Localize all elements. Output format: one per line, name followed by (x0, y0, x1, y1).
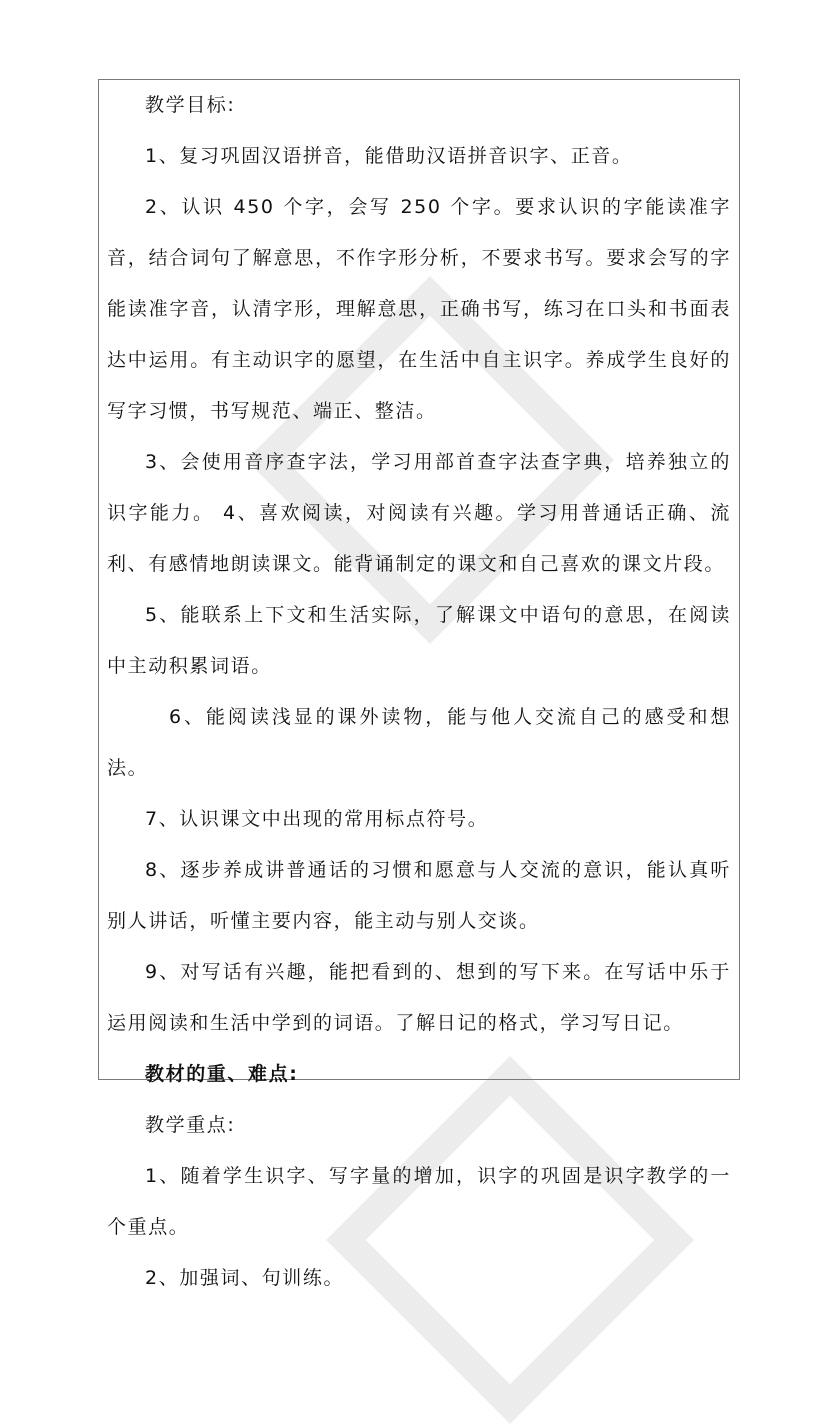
document-content (107, 80, 731, 1304)
goal-item-5: 5、能联系上下文和生活实际，了解课文中语句的意思，在阅读中主动积累词语。 (107, 604, 731, 677)
goal-item-2: 2、认识 450 个字，会写 250 个字。要求认识的字能读准字音，结合词句了解意思，不作字形分析，不要求书写。要求会写的字能读准字音，认清字形，理解意思，正确书写，练习在口头和书面表达中运用。有主动识字的愿望，在生活中自主识字。养成学生良好的写字习惯，书写规范、端正、整洁。 (107, 196, 731, 422)
heading-key-difficult-points: 教材的重、难点: (145, 1063, 299, 1085)
goal-item-9: 9、对写话有兴趣，能把看到的、想到的写下来。在写话中乐于运用阅读和生活中学到的词语。了解日记的格式，学习写日记。 (107, 961, 731, 1034)
heading-teaching-goals: 教学目标: (145, 94, 236, 116)
focus-item-1: 1、随着学生识字、写字量的增加，识字的巩固是识字教学的一个重点。 (107, 1165, 731, 1238)
goal-item-1: 1、复习巩固汉语拼音，能借助汉语拼音识字、正音。 (145, 145, 633, 167)
goal-item-6: 6、能阅读浅显的课外读物，能与他人交流自己的感受和想法。 (107, 706, 731, 779)
heading-teaching-focus: 教学重点: (145, 1114, 236, 1136)
goal-item-8: 8、逐步养成讲普通话的习惯和愿意与人交流的意识，能认真听别人讲话，听懂主要内容，能主动与别人交谈。 (107, 859, 731, 932)
goal-item-3-4: 3、会使用音序查字法，学习用部首查字法查字典，培养独立的识字能力。 4、喜欢阅读，对阅读有兴趣。学习用普通话正确、流利、有感情地朗读课文。能背诵制定的课文和自己喜欢的课文片段。 (107, 451, 731, 575)
document-table-cell (98, 79, 740, 1289)
goal-item-7: 7、认识课文中出现的常用标点符号。 (145, 808, 489, 830)
focus-item-2: 2、加强词、句训练。 (145, 1267, 345, 1289)
